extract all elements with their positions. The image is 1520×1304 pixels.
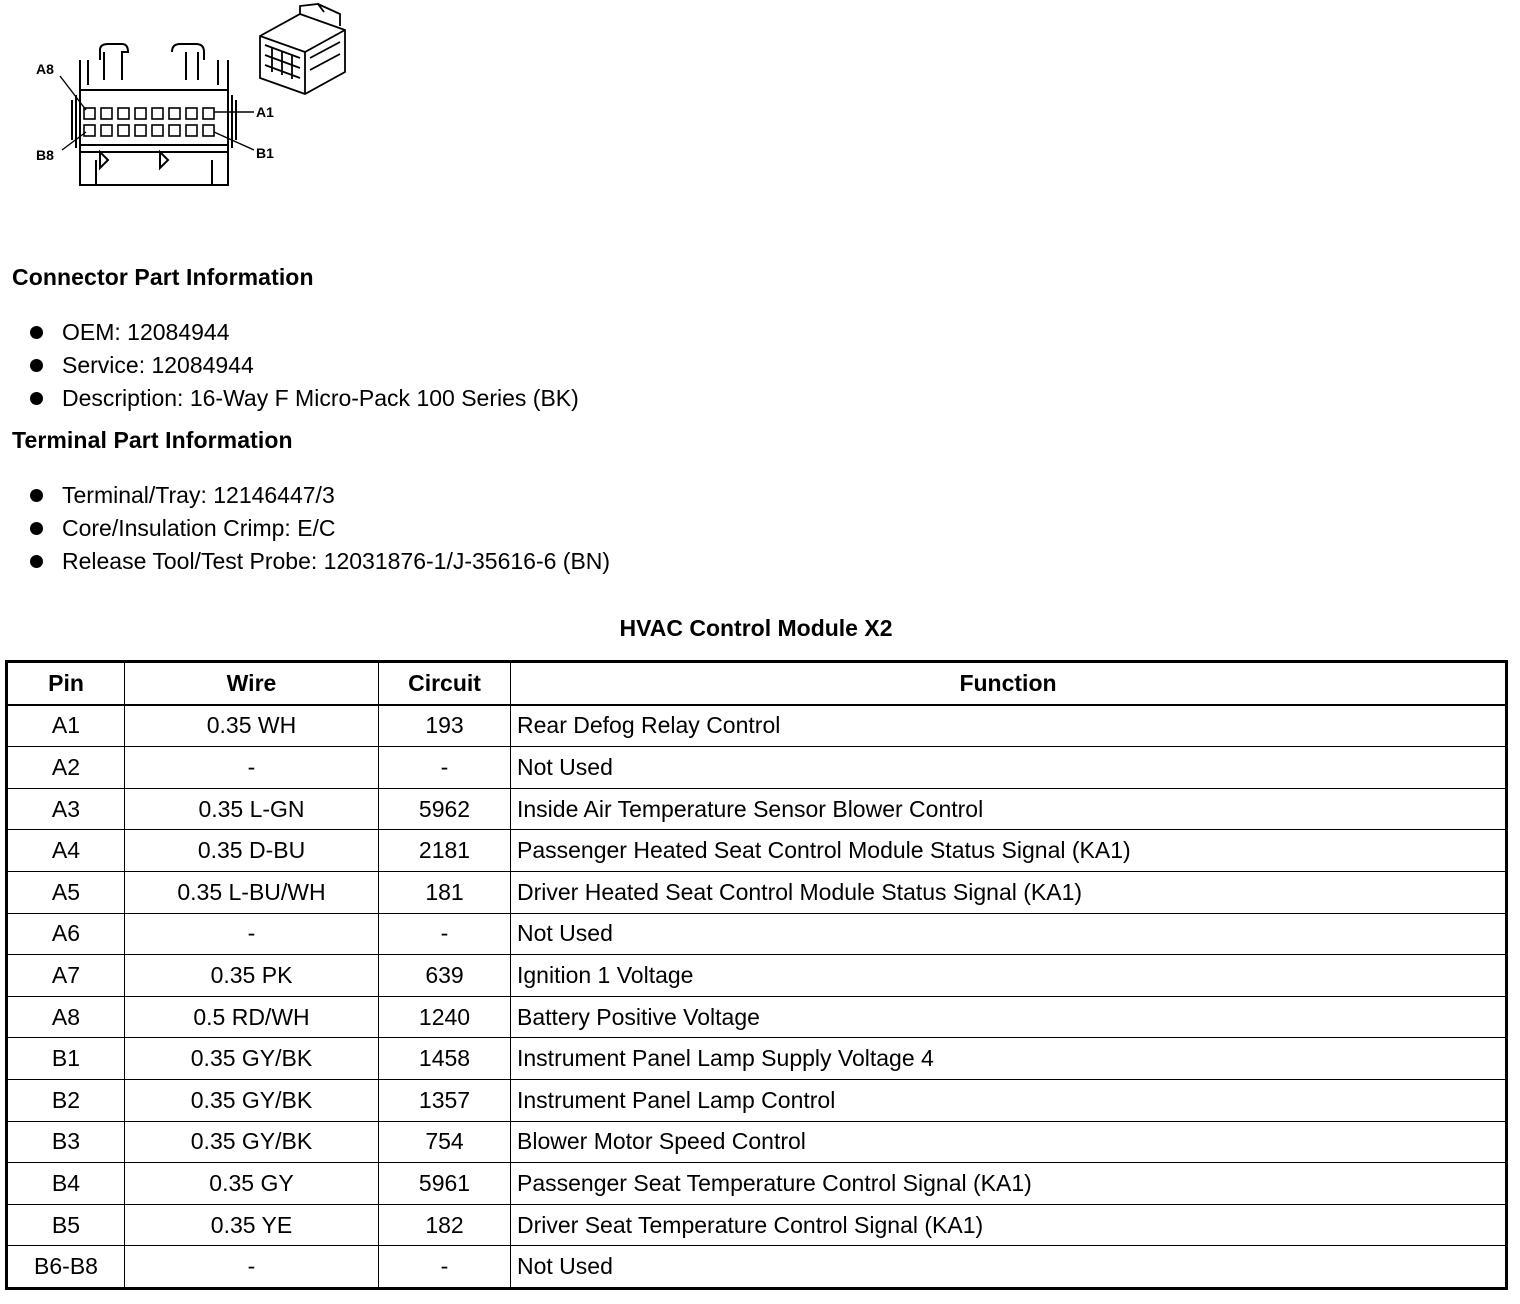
- bullet-icon: [30, 522, 43, 535]
- cell-pin: A3: [7, 788, 125, 830]
- cell-pin: B1: [7, 1038, 125, 1080]
- header-pin: Pin: [7, 662, 125, 705]
- connector-part-heading: Connector Part Information: [12, 264, 314, 290]
- cell-circuit: -: [379, 1246, 511, 1289]
- cell-circuit: 754: [379, 1121, 511, 1163]
- cell-function: Ignition 1 Voltage: [511, 955, 1507, 997]
- connector-diagram: [0, 0, 400, 200]
- pin-label-b1: B1: [256, 145, 274, 161]
- pin-cavities: [84, 108, 214, 136]
- list-item-text: Service: 12084944: [62, 352, 254, 378]
- cell-function: Passenger Heated Seat Control Module Status Signal (KA1): [511, 830, 1507, 872]
- cell-function: Not Used: [511, 747, 1507, 789]
- cell-circuit: 193: [379, 705, 511, 747]
- terminal-part-heading: Terminal Part Information: [12, 427, 293, 453]
- list-item-text: Release Tool/Test Probe: 12031876-1/J-35616-6 (BN): [62, 548, 611, 574]
- list-item-text: Terminal/Tray: 12146447/3: [62, 482, 335, 508]
- table-row: [7, 1079, 1507, 1121]
- cell-function: Not Used: [511, 1246, 1507, 1289]
- bullet-icon: [30, 392, 43, 405]
- cell-pin: A8: [7, 996, 125, 1038]
- terminal-part-list: [28, 479, 610, 578]
- header-wire: Wire: [125, 662, 379, 705]
- cell-pin: B2: [7, 1079, 125, 1121]
- pinout-table: [5, 660, 1508, 1290]
- cell-function: Instrument Panel Lamp Supply Voltage 4: [511, 1038, 1507, 1080]
- header-function: Function: [511, 662, 1507, 705]
- cell-function: Not Used: [511, 913, 1507, 955]
- cell-function: Passenger Seat Temperature Control Signal (KA1): [511, 1163, 1507, 1205]
- cell-circuit: 5962: [379, 788, 511, 830]
- cell-function: Instrument Panel Lamp Control: [511, 1079, 1507, 1121]
- cell-wire: 0.35 GY/BK: [125, 1079, 379, 1121]
- cell-circuit: 5961: [379, 1163, 511, 1205]
- list-item: [28, 316, 579, 349]
- table-row: [7, 1163, 1507, 1205]
- header-circuit: Circuit: [379, 662, 511, 705]
- table-body: [7, 705, 1507, 1289]
- cell-pin: B3: [7, 1121, 125, 1163]
- table-row: [7, 705, 1507, 747]
- cell-function: Inside Air Temperature Sensor Blower Control: [511, 788, 1507, 830]
- list-item-text: OEM: 12084944: [62, 319, 230, 345]
- list-item: [28, 382, 579, 415]
- cell-wire: -: [125, 913, 379, 955]
- cell-pin: A5: [7, 871, 125, 913]
- list-item-text: Description: 16-Way F Micro-Pack 100 Series (BK): [62, 385, 579, 411]
- list-item-text: Core/Insulation Crimp: E/C: [62, 515, 336, 541]
- cell-circuit: -: [379, 913, 511, 955]
- table-row: [7, 1246, 1507, 1289]
- cell-wire: 0.35 L-GN: [125, 788, 379, 830]
- table-row: [7, 955, 1507, 997]
- list-item: [28, 545, 610, 578]
- cell-circuit: 1458: [379, 1038, 511, 1080]
- list-item: [28, 349, 579, 382]
- cell-pin: A4: [7, 830, 125, 872]
- cell-wire: 0.35 WH: [125, 705, 379, 747]
- table-title: HVAC Control Module X2: [619, 615, 893, 641]
- table-row: [7, 830, 1507, 872]
- cell-pin: A1: [7, 705, 125, 747]
- cell-wire: 0.5 RD/WH: [125, 996, 379, 1038]
- bullet-icon: [30, 555, 43, 568]
- cell-wire: 0.35 YE: [125, 1204, 379, 1246]
- connector-isometric-drawing: [260, 4, 345, 94]
- cell-wire: 0.35 GY: [125, 1163, 379, 1205]
- table-row: [7, 1204, 1507, 1246]
- pin-label-a8: A8: [36, 61, 54, 77]
- cell-wire: 0.35 L-BU/WH: [125, 871, 379, 913]
- cell-wire: 0.35 PK: [125, 955, 379, 997]
- cell-function: Battery Positive Voltage: [511, 996, 1507, 1038]
- table-row: [7, 747, 1507, 789]
- table-row: [7, 913, 1507, 955]
- cell-wire: -: [125, 1246, 379, 1289]
- cell-circuit: 639: [379, 955, 511, 997]
- pin-leaders: [60, 76, 254, 150]
- table-header-row: [7, 662, 1507, 705]
- list-item: [28, 479, 610, 512]
- cell-function: Driver Seat Temperature Control Signal (KA1): [511, 1204, 1507, 1246]
- bullet-icon: [30, 326, 43, 339]
- bullet-icon: [30, 359, 43, 372]
- cell-circuit: 181: [379, 871, 511, 913]
- table-row: [7, 996, 1507, 1038]
- cell-pin: A2: [7, 747, 125, 789]
- cell-pin: A7: [7, 955, 125, 997]
- cell-circuit: 1357: [379, 1079, 511, 1121]
- table-row: [7, 788, 1507, 830]
- cell-function: Rear Defog Relay Control: [511, 705, 1507, 747]
- cell-pin: A6: [7, 913, 125, 955]
- cell-wire: 0.35 GY/BK: [125, 1038, 379, 1080]
- cell-circuit: 1240: [379, 996, 511, 1038]
- pin-label-a1: A1: [256, 104, 274, 120]
- cell-pin: B5: [7, 1204, 125, 1246]
- cell-wire: 0.35 D-BU: [125, 830, 379, 872]
- cell-wire: 0.35 GY/BK: [125, 1121, 379, 1163]
- cell-circuit: 2181: [379, 830, 511, 872]
- table-row: [7, 871, 1507, 913]
- connector-face-drawing: [72, 44, 236, 185]
- cell-pin: B4: [7, 1163, 125, 1205]
- connector-part-list: [28, 316, 579, 415]
- cell-function: Driver Heated Seat Control Module Status Signal (KA1): [511, 871, 1507, 913]
- bullet-icon: [30, 489, 43, 502]
- cell-circuit: -: [379, 747, 511, 789]
- cell-wire: -: [125, 747, 379, 789]
- cell-pin: B6-B8: [7, 1246, 125, 1289]
- table-row: [7, 1121, 1507, 1163]
- cell-circuit: 182: [379, 1204, 511, 1246]
- list-item: [28, 512, 610, 545]
- cell-function: Blower Motor Speed Control: [511, 1121, 1507, 1163]
- table-row: [7, 1038, 1507, 1080]
- pin-label-b8: B8: [36, 147, 54, 163]
